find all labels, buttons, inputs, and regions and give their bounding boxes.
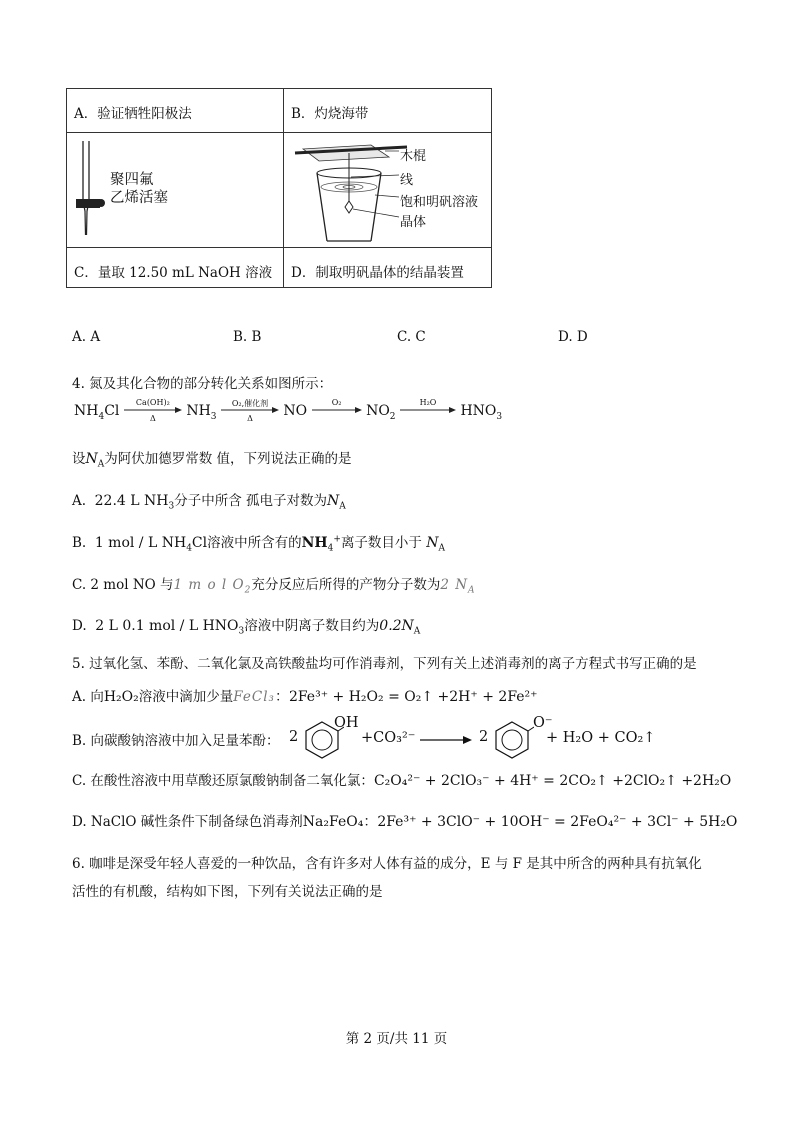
q4-option-d[interactable]: D. 2 L 0.1 mol / L $HNO_3$溶液中阴离子数目约为$0.2N_A$ — [72, 618, 421, 637]
q3-option-a[interactable]: A. A — [72, 329, 101, 345]
cell-b-title: B．灼烧海带 — [291, 106, 369, 122]
q5-stem: 5. 过氧化氢、苯酚、二氧化氯及高铁酸盐均可作消毒剂，下列有关上述消毒剂的离子方程式书写正确的是 — [72, 656, 697, 672]
chain-no2: $NO_2$ — [366, 403, 396, 422]
q4-option-b[interactable]: B. 1 mol / L $NH_4Cl$溶液中所含有的$NH_4^+$离子数目小于 $N_A$ — [72, 534, 445, 554]
q5-option-d[interactable]: D. NaClO 碱性条件下制备绿色消毒剂Na₂FeO₄：2Fe³⁺ + 3ClO⁻ + 10OH⁻ = 2FeO₄²⁻ + 3Cl⁻ + 5H₂O — [72, 814, 738, 830]
table-divider-top — [67, 132, 491, 133]
chain-arrow-4: H₂O — [400, 403, 456, 419]
q3-option-d[interactable]: D. D — [558, 329, 588, 345]
chain-arrow-1: Ca(OH)₂ Δ — [124, 403, 182, 419]
cell-c-title: C．量取 12.50 mL NaOH 溶液 — [74, 265, 273, 281]
b-coef-2: 2 — [479, 729, 489, 745]
b-tail: + H₂O + CO₂↑ — [546, 730, 656, 746]
page-number: 第 2 页/共 11 页 — [345, 1031, 448, 1047]
q6-stem-line-1: 6. 咖啡是深受年轻人喜爱的一种饮品，含有许多对人体有益的成分，E 与 F 是其中所含的两种具有抗氧化 — [72, 856, 702, 872]
chain-nh4cl: $NH_4Cl$ — [74, 403, 120, 422]
b-co3: +CO₃²⁻ — [361, 730, 416, 746]
chain-hno3: $HNO_3$ — [460, 403, 503, 422]
q4-reaction-chain — [74, 398, 503, 423]
q4-option-a[interactable]: A. 22.4 L $NH_3$分子中所含 孤电子对数为$N_A$ — [72, 493, 346, 512]
burette-label-2: 乙烯活塞 — [110, 190, 168, 206]
crystallization-beaker — [289, 137, 409, 245]
phenoxide-ring-icon — [490, 718, 534, 762]
beaker-label-stick: 木棍 — [400, 149, 427, 164]
q5-option-c[interactable]: C. 在酸性溶液中用草酸还原氯酸钠制备二氧化氯：C₂O₄²⁻ + 2ClO₃⁻ + 4H⁺ = 2CO₂↑ +2ClO₂↑ +2H₂O — [72, 773, 732, 789]
q4-option-c[interactable]: C. 2 mol NO 与1 m o l $O_2$充分反应后所得的产物分子数为2 $N_A$ — [72, 577, 476, 596]
b-coef-1: 2 — [289, 729, 299, 745]
q3-option-b[interactable]: B. B — [233, 329, 262, 345]
q5-option-b[interactable]: B. 向碳酸钠溶液中加入足量苯酚： — [72, 733, 280, 749]
q5-option-a[interactable]: A. 向H₂O₂溶液中滴加少量FeCl₃：2Fe³⁺ + H₂O₂ = O₂↑ +2H⁺ + 2Fe²⁺ — [72, 689, 538, 705]
beaker-label-thread: 线 — [400, 173, 414, 188]
table-divider-vertical — [283, 89, 284, 287]
q6-stem-line-2: 活性的有机酸，结构如下图，下列有关说法正确的是 — [72, 884, 383, 900]
b-o-minus: O⁻ — [533, 715, 553, 731]
table-divider-bottom — [67, 247, 491, 248]
chain-arrow-3: O₂ — [312, 403, 362, 419]
cell-d-title: D．制取明矾晶体的结晶装置 — [291, 265, 464, 281]
b-reaction-arrow — [420, 736, 472, 744]
apparatus-table — [66, 88, 492, 288]
q3-option-c[interactable]: C. C — [397, 329, 426, 345]
b-oh: OH — [334, 715, 359, 731]
burette-illustration — [72, 139, 112, 241]
chain-nh3: $NH_3$ — [186, 403, 217, 422]
cell-a-title: A．验证牺牲阳极法 — [74, 106, 192, 122]
chain-arrow-2: O₂,催化剂 Δ — [221, 403, 279, 419]
burette-label-1: 聚四氟 — [110, 172, 154, 188]
chain-no: NO — [283, 403, 308, 419]
beaker-label-solution: 饱和明矾溶液 — [400, 195, 479, 210]
q4-stem: 4. 氮及其化合物的部分转化关系如图所示： — [72, 376, 333, 392]
beaker-label-crystal: 晶体 — [400, 215, 427, 230]
q4-intro: 设$N_A$为阿伏加德罗常数 值，下列说法正确的是 — [72, 451, 352, 470]
